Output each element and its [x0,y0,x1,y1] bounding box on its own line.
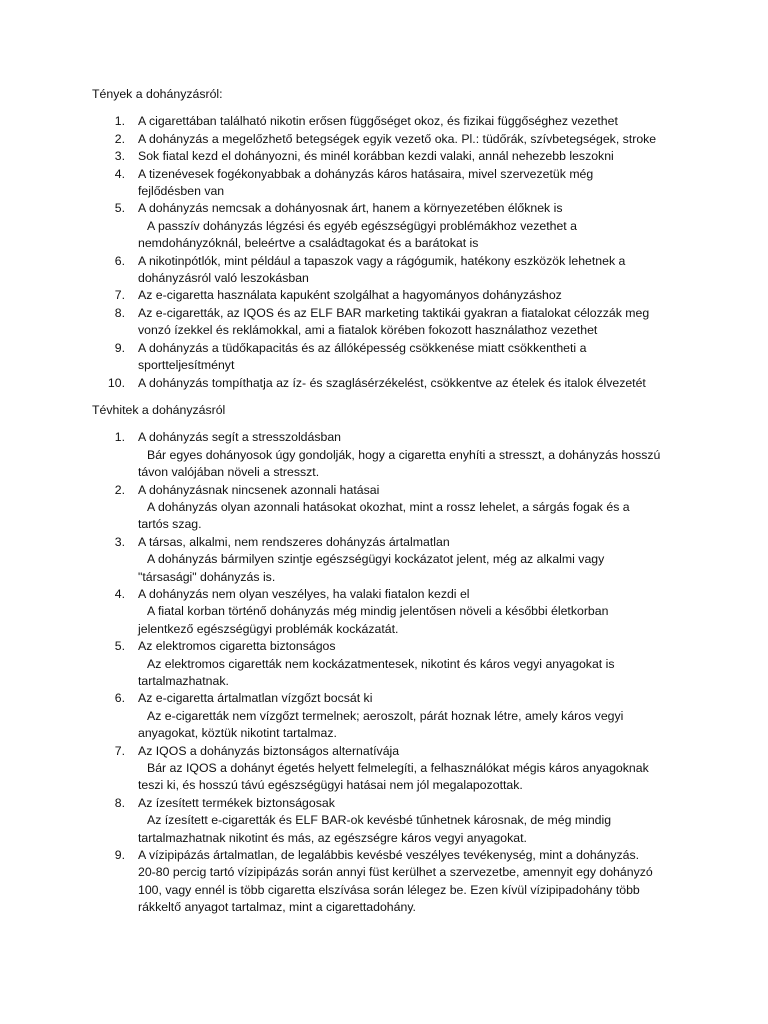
list-number: 8. [114,305,125,320]
list-number: 4. [114,586,125,601]
item-text-line: tartalmazhatnak nikotint és más, az egészségre káros vegyi anyagokat. [138,830,527,845]
list-number: 9. [114,340,125,355]
item-text-line: A társas, alkalmi, nem rendszeres dohányzás ártalmatlan [138,534,450,549]
item-text-line: A tizenévesek fogékonyabbak a dohányzás káros hatásaira, mivel szervezetük még [138,166,594,181]
item-text-line: távon valójában növeli a stresszt. [138,465,320,480]
item-text-line: A dohányzás tompíthatja az íz- és szaglásérzékelést, csökkentve az ételek és italok élvezetét [138,375,646,390]
item-text-line: A dohányzásnak nincsenek azonnali hatásai [138,482,380,497]
list-number: 2. [114,482,125,497]
myths-item [92,690,692,742]
item-text-line: 100, vagy ennél is több cigaretta elszívása során lélegez be. Ezen kívül vízipipadohány több [138,882,640,897]
item-text-line: jelentkező egészségügyi problémák kockázatát. [138,621,399,636]
myths-list [92,429,692,916]
facts-list [92,113,692,392]
facts-item [92,340,692,375]
item-text-line: 20-80 percig tartó vízipipázás során annyi füst kerülhet a szervezetbe, amennyit egy dohányzó [138,865,653,880]
facts-item [92,305,692,340]
item-text-line: Az elektromos cigaretta biztonságos [138,639,336,654]
item-text-line: Az e-cigaretták, az IQOS és az ELF BAR marketing taktikái gyakran a fiatalokat célozzák meg [138,305,650,320]
list-number: 6. [114,691,125,706]
list-number: 7. [114,288,125,303]
item-text-line: Az e-cigaretták nem vízgőzt termelnek; aeroszolt, párát hoznak létre, amely káros vegyi [147,708,624,723]
list-number: 10. [107,375,125,390]
list-number: 1. [114,114,125,129]
list-number: 3. [114,149,125,164]
item-text-line: Az IQOS a dohányzás biztonságos alternatívája [138,743,400,758]
myths-item [92,429,692,481]
item-text-line: A dohányzás a tüdőkapacitás és az állóképesség csökkenése miatt csökkentheti a [138,340,587,355]
facts-item [92,166,692,201]
list-number: 3. [114,534,125,549]
list-number: 8. [114,795,125,810]
item-text-line: A nikotinpótlók, mint például a tapaszok vagy a rágógumik, hatékony eszközök lehetnek a [138,253,626,268]
facts-item [92,375,692,392]
myths-heading: Tévhitek a dohányzásról [92,402,226,417]
item-text-line: Az elektromos cigaretták nem kockázatmentesek, nikotint és káros vegyi anyagokat is [147,656,615,671]
item-text-line: A dohányzás segít a stresszoldásban [138,430,342,445]
item-text-line: Sok fiatal kezd el dohányozni, és minél korábban kezdi valaki, annál nehezebb leszokni [138,149,614,164]
item-text-line: A dohányzás bármilyen szintje egészségügyi kockázatot jelent, még az alkalmi vagy [147,552,605,567]
facts-heading: Tények a dohányzásról: [92,87,223,101]
list-number: 5. [114,639,125,654]
item-text-line: teszi ki, és hosszú távú egészségügyi hatásai nem jól megalapozottak. [138,778,523,793]
item-text-line: sportteljesítményt [138,358,235,373]
list-number: 1. [114,430,125,445]
item-text-line: vonzó ízekkel és reklámokkal, ami a fiatalok körében fokozott használathoz vezethet [138,323,598,338]
item-text-line: dohányzásról való leszokásban [138,271,309,286]
item-text-line: Az ízesített termékek biztonságosak [138,795,335,810]
myths-item [92,743,692,795]
document-body [92,86,692,917]
item-text-line: A fiatal korban történő dohányzás még mindig jelentősen növeli a későbbi életkorban [147,604,609,619]
item-text-line: tartalmazhatnak. [138,674,229,688]
facts-item [92,131,692,148]
item-text-line: Bár az IQOS a dohányt égetés helyett felmelegíti, a felhasználókat mégis káros anyagoknak [147,761,649,776]
facts-item [92,200,692,252]
item-text-line: A dohányzás nem olyan veszélyes, ha valaki fiatalon kezdi el [138,586,470,601]
facts-item [92,287,692,304]
item-text-line: Az e-cigaretta használata kapuként szolgálhat a hagyományos dohányzáshoz [138,288,562,303]
list-number: 9. [114,848,125,863]
myths-item [92,482,692,534]
item-text-line: A passzív dohányzás légzési és egyéb egészségügyi problémákhoz vezethet a [147,218,577,233]
facts-item [92,148,692,165]
myths-item [92,534,692,586]
item-text-line: tartós szag. [138,517,202,532]
item-text-line: A vízipipázás ártalmatlan, de legalábbis kevésbé veszélyes tevékenység, mint a dohányzás. [138,848,640,863]
item-text-line: A dohányzás nemcsak a dohányosnak árt, hanem a környezetében élőknek is [138,201,563,216]
item-text-line: A cigarettában található nikotin erősen függőséget okoz, és fizikai függőséghez vezethet [138,114,618,129]
list-number: 2. [114,131,125,146]
myths-item [92,847,692,917]
facts-item [92,253,692,288]
item-text-line: A dohányzás olyan azonnali hatásokat okozhat, mint a rossz lehelet, a sárgás fogak és a [147,499,630,514]
list-number: 5. [114,201,125,216]
item-text-line: anyagokat, köztük nikotint tartalmaz. [138,726,337,741]
list-number: 7. [114,743,125,758]
item-text-line: nemdohányzóknál, beleértve a családtagokat és a barátokat is [138,236,479,251]
myths-item [92,795,692,847]
myths-item [92,638,692,690]
item-text-line: "társasági" dohányzás is. [138,569,276,584]
item-text-line: fejlődésben van [138,184,225,199]
item-text-line: Az ízesített e-cigaretták és ELF BAR-ok kevésbé tűnhetnek károsnak, de még mindig [147,813,612,828]
list-number: 4. [114,166,125,181]
myths-item [92,586,692,638]
item-text-line: A dohányzás a megelőzhető betegségek egyik vezető oka. Pl.: tüdőrák, szívbetegségek, stroke [138,131,657,146]
item-text-line: Bár egyes dohányosok úgy gondolják, hogy a cigaretta enyhíti a stresszt, a dohányzás hosszú [147,447,661,462]
facts-item [92,113,692,130]
item-text-line: rákkeltő anyagot tartalmaz, mint a cigarettadohány. [138,900,416,915]
item-text-line: Az e-cigaretta ártalmatlan vízgőzt bocsát ki [138,691,373,706]
list-number: 6. [114,253,125,268]
